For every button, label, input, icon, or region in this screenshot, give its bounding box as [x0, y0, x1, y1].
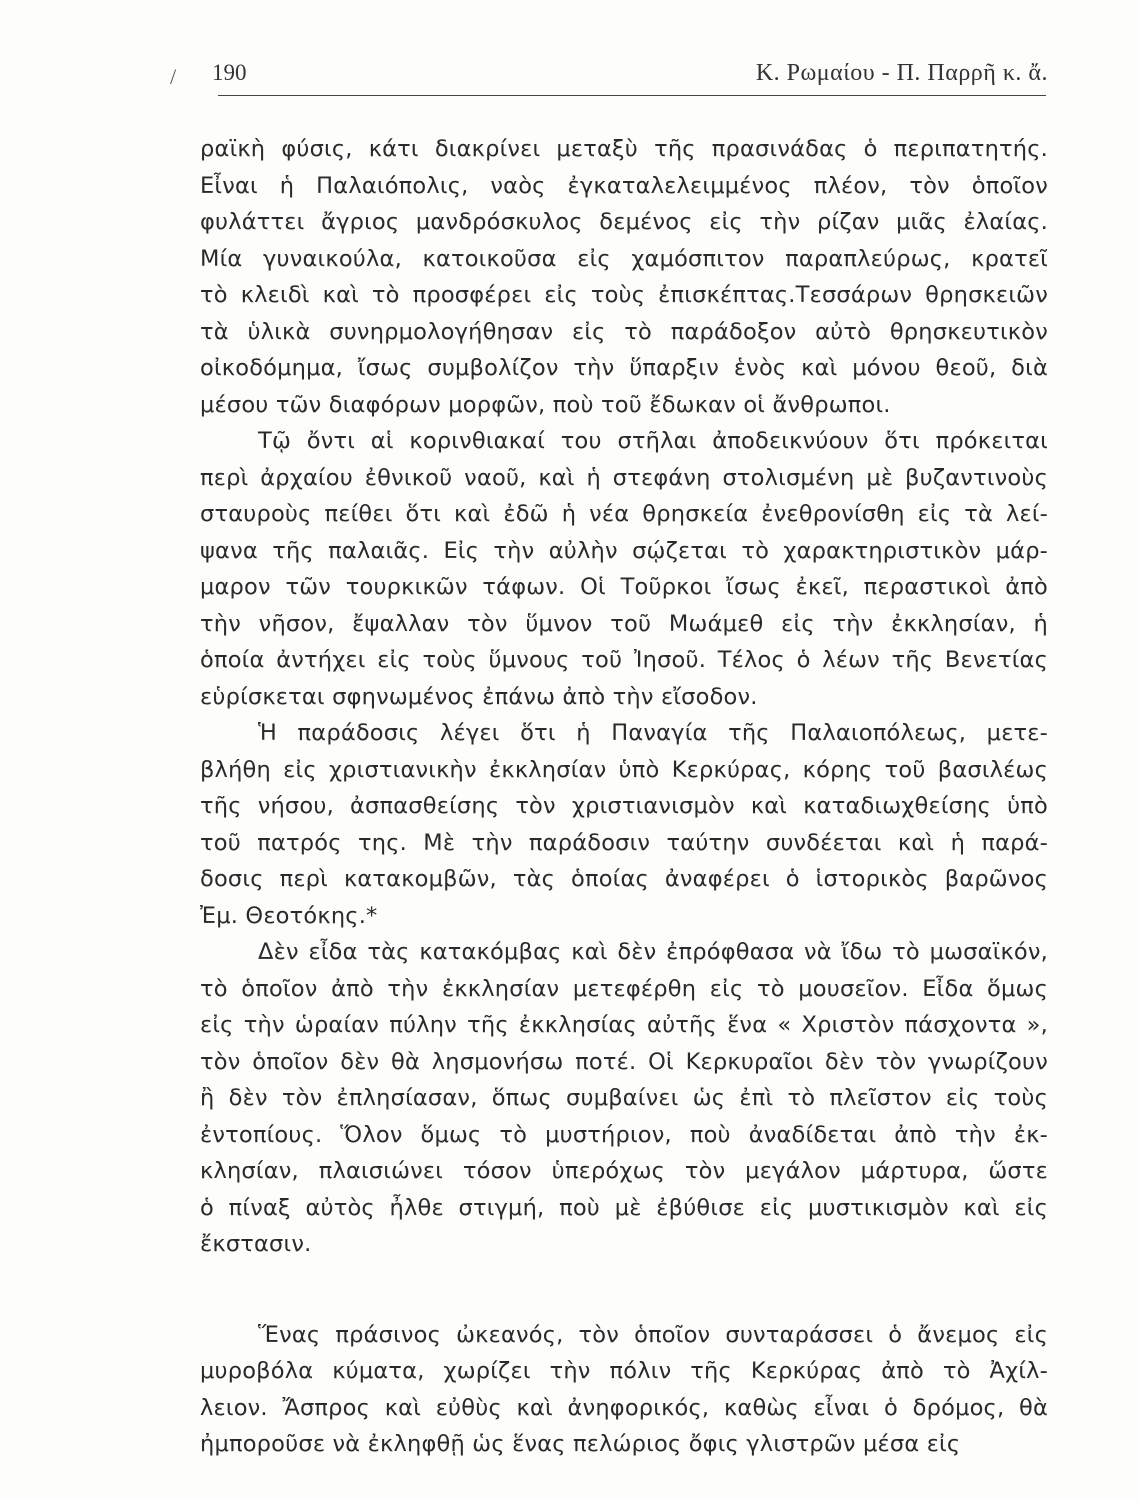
text-line: ἠμποροῦσε νὰ ἐκληφθῇ ὡς ἕνας πελώριος ὄφις γλιστρῶν μέσα εἰς — [200, 1431, 961, 1457]
text-line: φυλάττει ἄγριος μανδρόσκυλος δεμένος εἰς τὴν ρίζαν μιᾶς ἐλαίας. — [200, 209, 1048, 235]
text-line: ἔκστασιν. — [200, 1231, 312, 1257]
page-number: 190 — [212, 60, 247, 85]
text-line: τοῦ πατρός της. Μὲ τὴν παράδοσιν ταύτην συνδέεται καὶ ἡ παρά- — [200, 829, 1048, 856]
text-line: ἐντοπίους. Ὅλον ὅμως τὸ μυστήριον, ποὺ ἀναδίδεται ἀπὸ τὴν ἐκ- — [200, 1121, 1048, 1148]
text-line: Δὲν εἶδα τὰς κατακόμβας καὶ δὲν ἐπρόφθασα νὰ ἴδω τὸ μωσαϊκόν, — [258, 939, 1048, 965]
paragraph — [200, 131, 1048, 423]
paragraph — [200, 423, 1048, 715]
text-line: κλησίαν, πλαισιώνει τόσον ὑπερόχως τὸν μεγάλον μάρτυρα, ὥστε — [200, 1158, 1048, 1184]
header-rule — [218, 95, 1046, 96]
text-line: τὸ κλειδὶ καὶ τὸ προσφέρει εἰς τοὺς ἐπισκέπτας.Τεσσάρων θρησκειῶν — [200, 282, 1048, 308]
text-line: ψανα τῆς παλαιᾶς. Εἰς τὴν αὐλὴν σῴζεται τὸ χαρακτηριστικὸν μάρ- — [200, 537, 1048, 564]
text-line: περὶ ἀρχαίου ἐθνικοῦ ναοῦ, καὶ ἡ στεφάνη στολισμένη μὲ βυζαντινοὺς — [200, 464, 1048, 491]
text-line: μέσου τῶν διαφόρων μορφῶν, ποὺ τοῦ ἔδωκαν οἱ ἄνθρωποι. — [200, 391, 891, 418]
text-line: μυροβόλα κύματα, χωρίζει τὴν πόλιν τῆς Κερκύρας ἀπὸ τὸ Ἀχίλ- — [200, 1358, 1048, 1384]
text-line: μαρον τῶν τουρκικῶν τάφων. Οἱ Τοῦρκοι ἴσως ἐκεῖ, περαστικοὶ ἀπὸ — [200, 574, 1048, 600]
text-line: εἰς τὴν ὡραίαν πύλην τῆς ἐκκλησίας αὐτῆς ἕνα « Χριστὸν πάσχοντα », — [200, 1012, 1048, 1038]
running-head: Κ. Ρωμαίου - Π. Παρρῆ κ. ἄ. — [755, 60, 1048, 86]
text-line: τὴν νῆσον, ἔψαλλαν τὸν ὕμνον τοῦ Μωάμεθ εἰς τὴν ἐκκλησίαν, ἡ — [200, 610, 1048, 637]
text-line: Ἐμ. Θεοτόκης.* — [200, 902, 378, 929]
text-line: ὁποία ἀντήχει εἰς τοὺς ὕμνους τοῦ Ἰησοῦ. Τέλος ὁ λέων τῆς Βενετίας — [200, 647, 1048, 673]
text-line: τὸ ὁποῖον ἀπὸ τὴν ἐκκλησίαν μετεφέρθη εἰς τὸ μουσεῖον. Εἶδα ὅμως — [200, 975, 1048, 1002]
text-line: Εἶναι ἡ Παλαιόπολις, ναὸς ἐγκαταλελειμμένος πλέον, τὸν ὁποῖον — [200, 172, 1048, 199]
paragraph — [200, 1317, 1048, 1463]
paragraph — [200, 715, 1048, 934]
text-line: τῆς νήσου, ἀσπασθείσης τὸν χριστιανισμὸν καὶ καταδιωχθείσης ὑπὸ — [200, 793, 1048, 819]
section-gap — [200, 1263, 1048, 1317]
text-line: τὸν ὁποῖον δὲν θὰ λησμονήσω ποτέ. Οἱ Κερκυραῖοι δὲν τὸν γνωρίζουν — [200, 1048, 1048, 1075]
text-line: οἰκοδόμημα, ἴσως συμβολίζον τὴν ὕπαρξιν ἑνὸς καὶ μόνου θεοῦ, διὰ — [200, 355, 1048, 381]
paragraph — [200, 934, 1048, 1263]
text-line: δοσις περὶ κατακομβῶν, τὰς ὁποίας ἀναφέρει ὁ ἱστορικὸς βαρῶνος — [200, 866, 1048, 892]
text-line: λειον. Ἄσπρος καὶ εὐθὺς καὶ ἀνηφορικός, καθὼς εἶναι ὁ δρόμος, θὰ — [200, 1394, 1048, 1421]
text-line: τὰ ὑλικὰ συνηρμολογήθησαν εἰς τὸ παράδοξον αὐτὸ θρησκευτικὸν — [200, 318, 1048, 345]
text-line: βλήθη εἰς χριστιανικὴν ἐκκλησίαν ὑπὸ Κερκύρας, κόρης τοῦ βασιλέως — [200, 756, 1048, 783]
text-line: Τῷ ὄντι αἱ κορινθιακαί του στῆλαι ἀποδεικνύουν ὅτι πρόκειται — [258, 428, 1048, 454]
text-line: ἢ δὲν τὸν ἐπλησίασαν, ὅπως συμβαίνει ὡς ἐπὶ τὸ πλεῖστον εἰς τοὺς — [200, 1085, 1048, 1111]
text-line: Ἕνας πράσινος ὠκεανός, τὸν ὁποῖον συνταράσσει ὁ ἄνεμος εἰς — [258, 1321, 1048, 1348]
margin-mark: / — [170, 64, 177, 89]
page-header — [170, 60, 1048, 96]
text-line: Μία γυναικούλα, κατοικοῦσα εἰς χαμόσπιτον παραπλεύρως, κρατεῖ — [200, 245, 1048, 272]
text-line: ραϊκὴ φύσις, κάτι διακρίνει μεταξὺ τῆς πρασινάδας ὁ περιπατητής. — [200, 136, 1048, 162]
text-line: ὁ πίναξ αὐτὸς ἦλθε στιγμή, ποὺ μὲ ἐβύθισε εἰς μυστικισμὸν καὶ εἰς — [200, 1194, 1048, 1221]
text-line: εὑρίσκεται σφηνωμένος ἐπάνω ἀπὸ τὴν εἴσοδον. — [200, 683, 758, 710]
body-text — [200, 131, 1048, 1463]
text-line: Ἡ παράδοσις λέγει ὅτι ἡ Παναγία τῆς Παλαιοπόλεως, μετε- — [258, 720, 1048, 746]
text-line: σταυροὺς πείθει ὅτι καὶ ἐδῶ ἡ νέα θρησκεία ἐνεθρονίσθη εἰς τὰ λεί- — [200, 501, 1048, 527]
